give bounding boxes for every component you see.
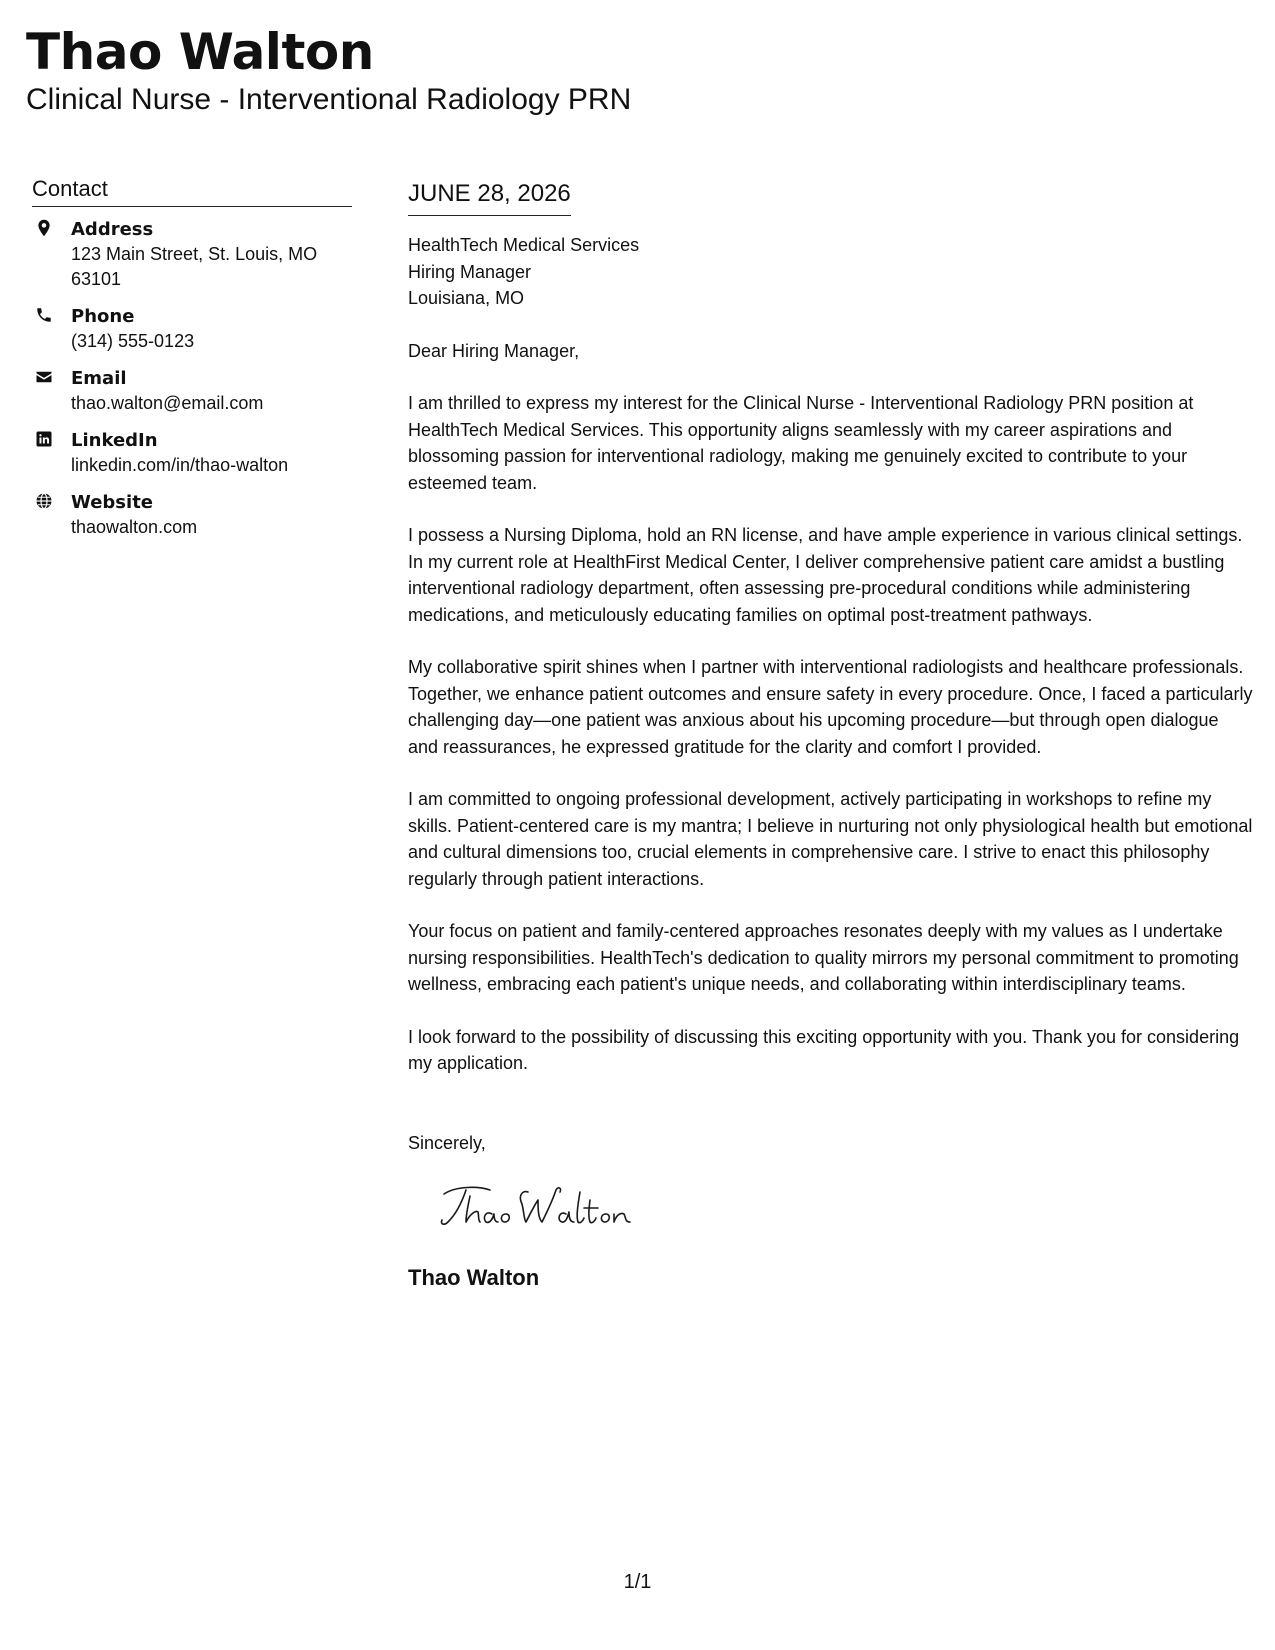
contact-label: Website (71, 492, 154, 513)
contact-item-address (32, 217, 352, 292)
recipient-title: Hiring Manager (408, 261, 532, 282)
contact-label: Phone (71, 306, 135, 327)
body-paragraph: I look forward to the possibility of discussing this exciting opportunity with you. Thank you for considering my application. (408, 1026, 1240, 1073)
contact-item-linkedin (32, 428, 352, 478)
envelope-icon (35, 368, 53, 386)
contact-item-website (32, 490, 352, 540)
letter-date: JUNE 28, 2026 (408, 178, 571, 216)
signed-name: Thao Walton (408, 1265, 540, 1290)
closing: Sincerely, (408, 1132, 486, 1153)
phone-value: (314) 555-0123 (71, 331, 195, 351)
linkedin-link[interactable]: linkedin.com/in/thao-walton (71, 455, 289, 475)
signature-image (438, 1178, 638, 1238)
globe-icon (35, 492, 53, 510)
contact-item-phone (32, 304, 352, 354)
body-paragraph: I am committed to ongoing professional development, actively participating in workshops to refine my skills. Patient-centered care is my mantra; I believe in nurturing not only physiological health but emotional and cultural dimensions too, crucial elements in comprehensive care. I strive to enact this philosophy regularly through patient interactions. (408, 789, 1253, 889)
website-link[interactable]: thaowalton.com (71, 517, 198, 537)
letter-body (408, 178, 1253, 1293)
contact-label: Email (71, 368, 127, 389)
contact-item-email (32, 366, 352, 416)
job-title: Clinical Nurse - Interventional Radiology PRN (26, 83, 632, 116)
body-paragraph: I possess a Nursing Diploma, hold an RN license, and have ample experience in various clinical settings. In my current role at HealthFirst Medical Center, I deliver comprehensive patient care amidst a bustling interventional radiology department, often assessing pre-procedural conditions while administering medications, and meticulously educating families on optimal post-treatment pathways. (408, 525, 1243, 625)
recipient-block (408, 232, 1253, 312)
recipient-location: Louisiana, MO (408, 288, 525, 308)
salutation: Dear Hiring Manager, (408, 340, 580, 361)
body-paragraph: I am thrilled to express my interest for the Clinical Nurse - Interventional Radiology PRN position at HealthTech Medical Services. This opportunity aligns seamlessly with my career aspirations and blossoming passion for interventional radiology, making me genuinely excited to contribute to your esteemed team. (408, 393, 1194, 493)
page-number: 1/1 (623, 1571, 652, 1593)
applicant-name: Thao Walton (26, 23, 374, 81)
phone-icon (35, 306, 53, 324)
body-paragraph: My collaborative spirit shines when I partner with interventional radiologists and healthcare professionals. Together, we enhance patient outcomes and ensure safety in every procedure. Once, I faced a particularly challenging day—one patient was anxious about his upcoming procedure—but through open dialogue and reassurances, he expressed gratitude for the clarity and comfort I provided. (408, 657, 1253, 757)
contact-heading: Contact (32, 176, 352, 207)
contact-sidebar (32, 176, 352, 552)
linkedin-icon (35, 430, 53, 448)
contact-label: Address (71, 219, 154, 240)
recipient-company: HealthTech Medical Services (408, 235, 640, 255)
letter-header (26, 22, 631, 118)
map-pin-icon (35, 219, 53, 237)
email-link[interactable]: thao.walton@email.com (71, 393, 264, 413)
contact-label: LinkedIn (71, 430, 158, 451)
address-value: 123 Main Street, St. Louis, MO 63101 (71, 244, 318, 289)
body-paragraph: Your focus on patient and family-centered approaches resonates deeply with my values as I undertake nursing responsibilities. HealthTech's dedication to quality mirrors my personal commitment to promoting wellness, embracing each patient's unique needs, and collaborating within interdisciplinary teams. (408, 921, 1239, 994)
